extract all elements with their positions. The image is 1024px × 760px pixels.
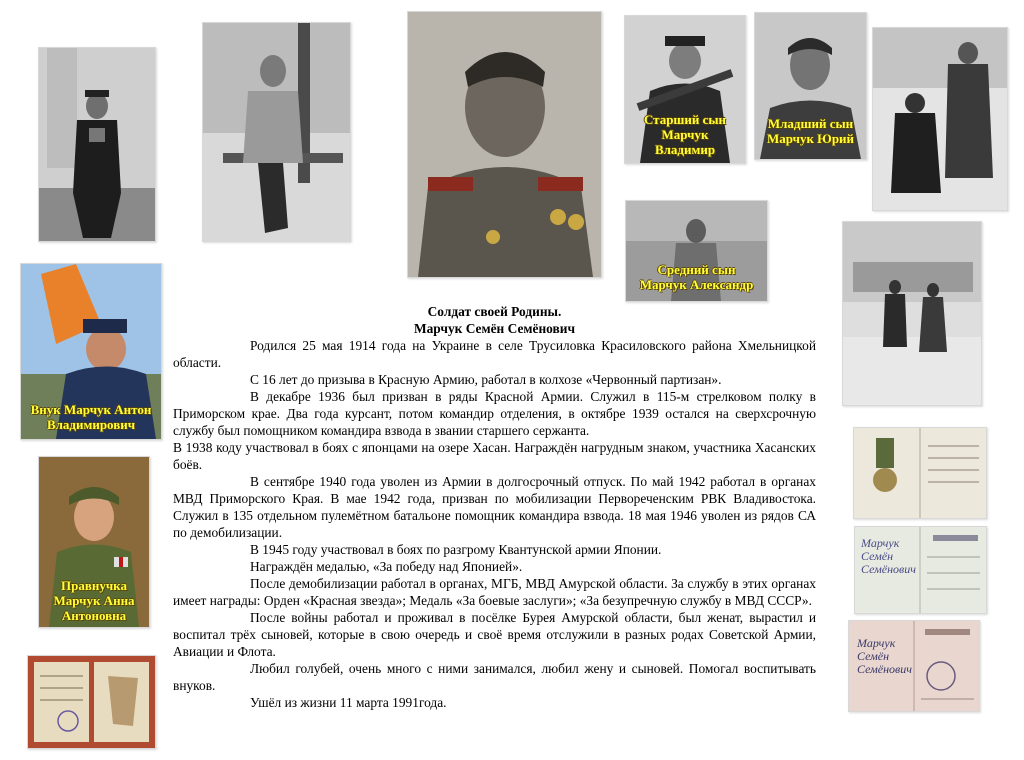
photo-middle-son bbox=[625, 200, 768, 302]
document-award-booklet bbox=[848, 620, 980, 712]
handwritten-line: Марчук bbox=[857, 636, 896, 650]
caption-line: Владимир bbox=[654, 142, 716, 157]
photo-great-granddaughter bbox=[38, 456, 150, 628]
photo-elder-son bbox=[624, 15, 746, 164]
article-paragraph: В декабре 1936 был призван в ряды Красной Армии. Служил в 115-м стрелковом полку в Приморском крае. Два года курсант, потом командир отделения, в октябре 1939 остался на сверхсрочную службу был помощником командира взвода в звании старшего сержанта. bbox=[173, 389, 816, 438]
article-paragraph: В сентябре 1940 года уволен из Армии в долгосрочный отпуск. По май 1942 работал в органах МВД Приморского Края. В мае 1942 года, призван по мобилизации Первореченским РВК Владивостока. Служил в 135 отдельном пулемётном батальоне помощник командира взвода. 18 мая 1946 уволен из рядов СА по демобилизации. bbox=[173, 474, 816, 540]
photo-younger-son bbox=[754, 12, 867, 160]
photo-veteran-in-uniform bbox=[38, 47, 156, 242]
photo-main-portrait bbox=[407, 11, 602, 278]
photo-grandson bbox=[20, 263, 162, 440]
caption-line: Старший сын bbox=[643, 112, 727, 127]
handwritten-line: Семён bbox=[861, 549, 894, 563]
photo-man-sitting-on-bench bbox=[202, 22, 351, 242]
caption-middle-son bbox=[626, 262, 767, 292]
caption-line: Марчук bbox=[661, 127, 709, 142]
caption-line: Внук Марчук Антон bbox=[30, 402, 152, 417]
article-paragraph: Родился 25 мая 1914 года на Украине в селе Трусиловка Красиловского района Хмельницкой области. bbox=[173, 338, 816, 370]
photo-couple-in-snow bbox=[872, 27, 1008, 211]
handwritten-name bbox=[857, 637, 917, 676]
caption-younger-son bbox=[755, 116, 866, 146]
article-paragraph: Любил голубей, очень много с ними занимался, любил жену и сыновей. Помогал воспитывать внуков. bbox=[173, 661, 816, 693]
article-paragraph: После демобилизации работал в органах, МГБ, МВД Амурской области. За службу в этих органах имеет награды: Орден «Красная звезда»; Медаль «За боевые заслуги»; «За безупречную службу в МВД СССР». bbox=[173, 576, 816, 608]
article-paragraph: Ушёл из жизни 11 марта 1991года. bbox=[250, 695, 447, 710]
handwritten-line: Марчук bbox=[861, 536, 900, 550]
caption-line: Средний сын bbox=[657, 262, 736, 277]
article-title-line: Солдат своей Родины. bbox=[427, 304, 562, 319]
article-title-line: Марчук Семён Семёнович bbox=[413, 321, 576, 336]
caption-line: Марчук Александр bbox=[639, 277, 754, 292]
caption-line: Владимирович bbox=[46, 417, 136, 432]
handwritten-line: Семёнович bbox=[861, 562, 916, 576]
document-medal-certificate bbox=[853, 427, 987, 519]
handwritten-line: Семён bbox=[857, 649, 890, 663]
caption-line: Правнучка bbox=[61, 578, 127, 593]
document-military-booklet bbox=[27, 655, 156, 749]
biography-article bbox=[173, 303, 816, 711]
photo-couple-walking bbox=[842, 221, 982, 406]
handwritten-line: Семёнович bbox=[857, 662, 912, 676]
caption-line: Марчук Юрий bbox=[766, 131, 855, 146]
document-id-certificate bbox=[854, 526, 987, 614]
article-paragraph: В 1945 году участвовал в боях по разгрому Квантунской армии Японии. bbox=[250, 542, 662, 557]
article-paragraph: После войны работал и проживал в посёлке Бурея Амурской области, был женат, вырастил и воспитал трёх сыновей, которые в свою очередь и своё время отслужили в разных родах Советской Армии, Авиации и Флота. bbox=[173, 610, 816, 659]
caption-line: Младший сын bbox=[767, 116, 854, 131]
caption-line: Антоновна bbox=[61, 608, 127, 623]
article-paragraph: С 16 лет до призыва в Красную Армию, работал в колхозе «Червонный партизан». bbox=[250, 372, 722, 387]
caption-grandson bbox=[21, 402, 161, 432]
article-paragraph: В 1938 коду участвовал в боях с японцами на озере Хасан. Награждён нагрудным знаком, участника Хасанских боёв. bbox=[173, 440, 816, 472]
article-paragraph: Награждён медалью, «За победу над Японией». bbox=[250, 559, 523, 574]
caption-elder-son bbox=[625, 112, 745, 157]
caption-line: Марчук Анна bbox=[53, 593, 135, 608]
article-body bbox=[173, 337, 816, 711]
caption-great-granddaughter bbox=[39, 578, 149, 623]
handwritten-name bbox=[861, 537, 921, 576]
